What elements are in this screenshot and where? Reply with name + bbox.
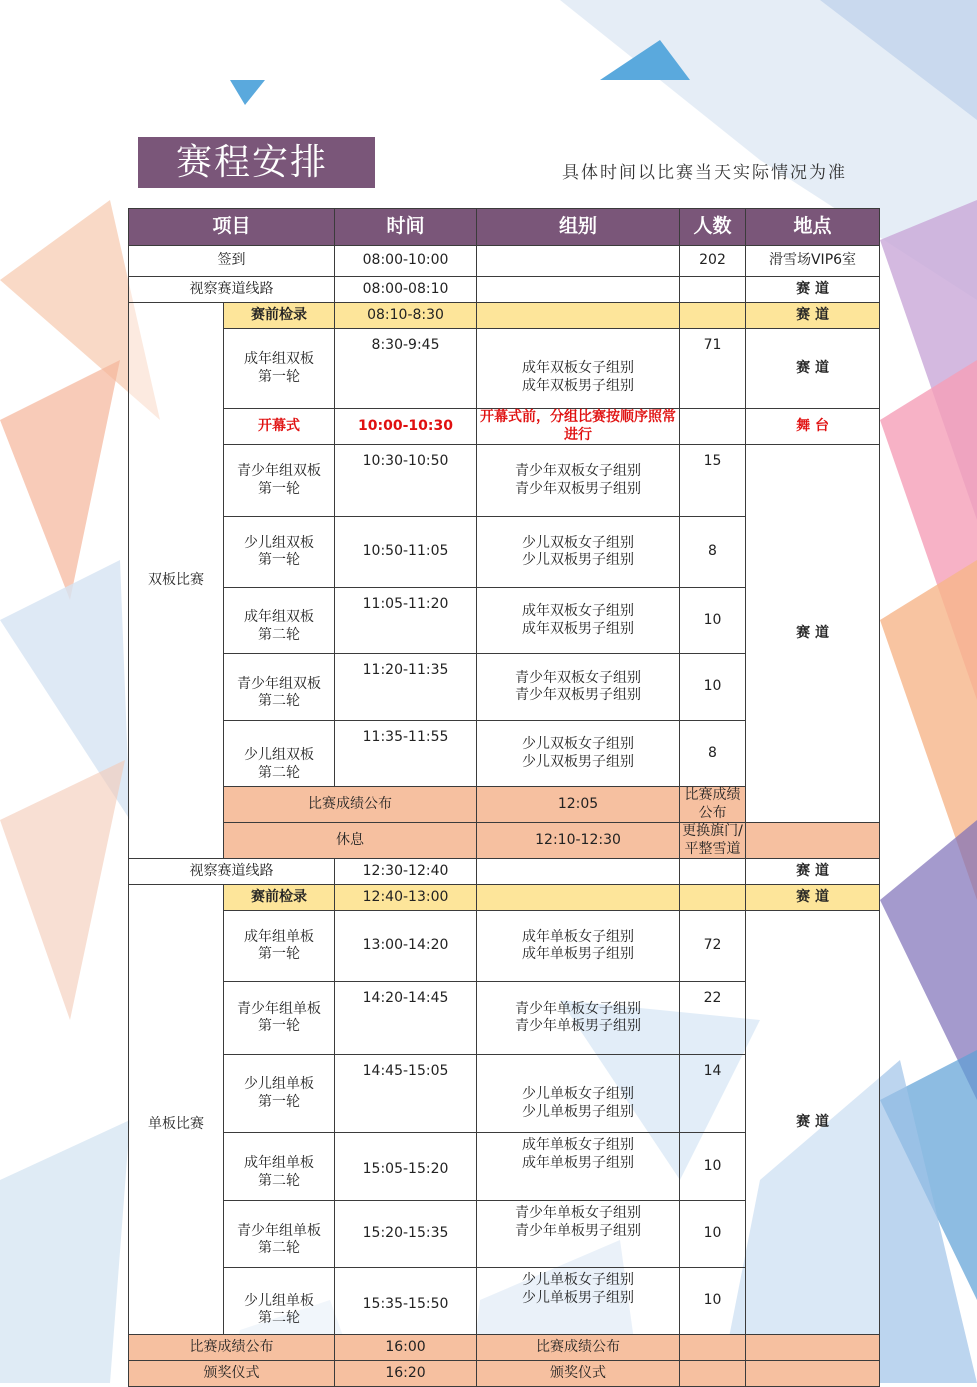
signin-time: 08:00-10:00 (335, 246, 477, 277)
round-groups (477, 517, 680, 588)
group-female: 青少年双板女子组别 (515, 669, 642, 686)
round-count: 14 (680, 1055, 746, 1133)
round-number: 第一轮 (258, 1018, 300, 1034)
round-item (224, 1055, 335, 1133)
round-time: 15:05-15:20 (335, 1133, 477, 1201)
results-item: 比赛成绩公布 (129, 1335, 335, 1361)
inspect-item: 视察赛道线路 (129, 277, 335, 303)
empty-cell (680, 303, 746, 329)
group-male: 少儿单板男子组别 (522, 1103, 635, 1120)
round-number: 第二轮 (258, 1240, 300, 1256)
empty-cell (680, 409, 746, 445)
round-count: 8 (680, 517, 746, 588)
round-item (224, 329, 335, 409)
opening-time: 10:00-10:30 (335, 409, 477, 445)
round-time: 10:50-11:05 (335, 517, 477, 588)
group-female: 青少年双板女子组别 (515, 463, 642, 479)
round-time: 15:35-15:50 (335, 1268, 477, 1335)
group-female: 成年单板女子组别 (522, 1137, 635, 1153)
header-count: 人数 (680, 209, 746, 246)
round-number: 第一轮 (258, 368, 300, 385)
round-name: 少儿组单板 (244, 1292, 314, 1309)
check-item: 赛前检录 (224, 885, 335, 911)
round-time: 14:45-15:05 (335, 1055, 477, 1133)
table-row (129, 246, 880, 277)
round-name: 青少年组双板 (237, 675, 321, 692)
round-number: 第二轮 (258, 764, 300, 781)
group-male: 成年双板男子组别 (522, 620, 635, 637)
round-item (224, 911, 335, 982)
table-row (129, 409, 880, 445)
group-female: 成年单板女子组别 (522, 928, 635, 945)
table-row (129, 329, 880, 409)
round-groups (477, 329, 680, 409)
page-title: 赛程安排 (138, 137, 375, 188)
round-number: 第二轮 (258, 626, 300, 643)
signin-item: 签到 (129, 246, 335, 277)
round-groups (477, 982, 680, 1055)
round-count: 10 (680, 1133, 746, 1201)
group-male: 少儿双板男子组别 (522, 753, 635, 770)
group-male: 青少年单板男子组别 (515, 1018, 642, 1034)
group-male: 少儿双板男子组别 (522, 552, 635, 568)
round-groups (477, 1055, 680, 1133)
group-male: 青少年双板男子组别 (515, 480, 642, 497)
group-female: 少儿单板女子组别 (522, 1086, 635, 1102)
round-place: 赛 道 (746, 911, 880, 1335)
round-time: 11:05-11:20 (335, 588, 477, 654)
header-time: 时间 (335, 209, 477, 246)
header-place: 地点 (746, 209, 880, 246)
group-female: 青少年单板女子组别 (515, 1000, 642, 1017)
round-item (224, 1201, 335, 1268)
group-female: 少儿双板女子组别 (522, 534, 635, 551)
group-female: 青少年单板女子组别 (515, 1205, 642, 1221)
results-group: 比赛成绩公布 (680, 787, 746, 823)
inspect-time: 12:30-12:40 (335, 859, 477, 885)
table-row (129, 859, 880, 885)
table-row (129, 885, 880, 911)
schedule-note: 具体时间以比赛当天实际情况为准 (562, 163, 847, 183)
check-item: 赛前检录 (224, 303, 335, 329)
award-item: 颁奖仪式 (129, 1361, 335, 1387)
round-item (224, 588, 335, 654)
results-item: 比赛成绩公布 (224, 787, 477, 823)
round-item (224, 654, 335, 721)
results-time: 12:05 (477, 787, 680, 823)
opening-group: 开幕式前，分组比赛按顺序照常进行 (477, 409, 680, 445)
round-count: 10 (680, 1268, 746, 1335)
empty-cell (477, 303, 680, 329)
empty-cell (477, 859, 680, 885)
round-groups (477, 588, 680, 654)
inspect-place: 赛 道 (746, 277, 880, 303)
opening-place: 舞 台 (746, 409, 880, 445)
group-male: 成年单板男子组别 (522, 1154, 635, 1171)
empty-cell (746, 1335, 880, 1361)
round-name: 青少年组单板 (237, 1222, 321, 1239)
empty-cell (680, 1335, 746, 1361)
header-item: 项目 (129, 209, 335, 246)
signin-group (477, 246, 680, 277)
check-place: 赛 道 (746, 885, 880, 911)
opening-item: 开幕式 (224, 409, 335, 445)
round-time: 11:20-11:35 (335, 654, 477, 721)
schedule-table (128, 208, 880, 1387)
group-male: 成年双板男子组别 (522, 377, 635, 394)
round-number: 第一轮 (258, 946, 300, 962)
round-name: 少儿组单板 (244, 1076, 314, 1092)
round-name: 成年组单板 (244, 928, 314, 945)
round-time: 10:30-10:50 (335, 445, 477, 517)
round-count: 10 (680, 1201, 746, 1268)
table-row (129, 823, 880, 859)
round-time: 11:35-11:55 (335, 721, 477, 787)
round-item (224, 1133, 335, 1201)
round-number: 第一轮 (258, 1093, 300, 1110)
round-groups (477, 445, 680, 517)
round-count: 10 (680, 654, 746, 721)
group-male: 青少年双板男子组别 (515, 687, 642, 703)
empty-cell (680, 277, 746, 303)
round-count: 72 (680, 911, 746, 982)
group-female: 成年双板女子组别 (522, 603, 635, 619)
round-groups (477, 721, 680, 787)
section-double: 双板比赛 (129, 303, 224, 859)
results-time: 16:00 (335, 1335, 477, 1361)
round-count: 71 (680, 329, 746, 409)
inspect-item: 视察赛道线路 (129, 859, 335, 885)
round-count: 8 (680, 721, 746, 787)
group-female: 少儿单板女子组别 (522, 1272, 635, 1288)
round-name: 青少年组双板 (237, 463, 321, 479)
round-count: 15 (680, 445, 746, 517)
round-name: 青少年组单板 (237, 1000, 321, 1017)
round-place: 赛 道 (746, 329, 880, 409)
rest-group: 更换旗门/平整雪道 (680, 823, 746, 859)
group-male: 成年单板男子组别 (522, 946, 635, 962)
round-item (224, 1268, 335, 1335)
round-groups (477, 654, 680, 721)
table-row (129, 445, 880, 517)
empty-cell (477, 885, 680, 911)
round-name: 成年组单板 (244, 1155, 314, 1171)
signin-count: 202 (680, 246, 746, 277)
round-number: 第一轮 (258, 552, 300, 568)
round-groups (477, 1133, 680, 1201)
check-time: 08:10-8:30 (335, 303, 477, 329)
round-name: 少儿组双板 (244, 747, 314, 763)
round-name: 少儿组双板 (244, 534, 314, 551)
header-group: 组别 (477, 209, 680, 246)
results-group: 比赛成绩公布 (477, 1335, 680, 1361)
group-male: 青少年单板男子组别 (515, 1222, 642, 1239)
group-female: 少儿双板女子组别 (522, 736, 635, 752)
round-number: 第二轮 (258, 1310, 300, 1326)
round-name: 成年组双板 (244, 609, 314, 625)
round-groups (477, 1201, 680, 1268)
round-count: 10 (680, 588, 746, 654)
award-time: 16:20 (335, 1361, 477, 1387)
group-male: 少儿单板男子组别 (522, 1289, 635, 1306)
round-groups (477, 1268, 680, 1335)
round-number: 第二轮 (258, 693, 300, 709)
round-time: 13:00-14:20 (335, 911, 477, 982)
rest-time: 12:10-12:30 (477, 823, 680, 859)
check-place: 赛 道 (746, 303, 880, 329)
inspect-time: 08:00-08:10 (335, 277, 477, 303)
award-group: 颁奖仪式 (477, 1361, 680, 1387)
round-time: 15:20-15:35 (335, 1201, 477, 1268)
empty-cell (680, 859, 746, 885)
round-count: 22 (680, 982, 746, 1055)
table-row (129, 303, 880, 329)
group-female: 成年双板女子组别 (522, 360, 635, 376)
inspect-place: 赛 道 (746, 859, 880, 885)
signin-place: 滑雪场VIP6室 (746, 246, 880, 277)
table-row (129, 277, 880, 303)
round-item (224, 982, 335, 1055)
check-time: 12:40-13:00 (335, 885, 477, 911)
table-row (129, 1335, 880, 1361)
round-item (224, 721, 335, 787)
table-row (129, 911, 880, 982)
table-header-row (129, 209, 880, 246)
round-item (224, 517, 335, 588)
round-number: 第二轮 (258, 1172, 300, 1189)
section-single: 单板比赛 (129, 885, 224, 1335)
round-time: 8:30-9:45 (335, 329, 477, 409)
empty-cell (680, 885, 746, 911)
round-item (224, 445, 335, 517)
rest-item: 休息 (224, 823, 477, 859)
round-groups (477, 911, 680, 982)
empty-cell (746, 823, 880, 859)
round-number: 第一轮 (258, 480, 300, 497)
empty-cell (477, 277, 680, 303)
round-time: 14:20-14:45 (335, 982, 477, 1055)
round-place: 赛 道 (746, 445, 880, 823)
round-name: 成年组双板 (244, 351, 314, 367)
